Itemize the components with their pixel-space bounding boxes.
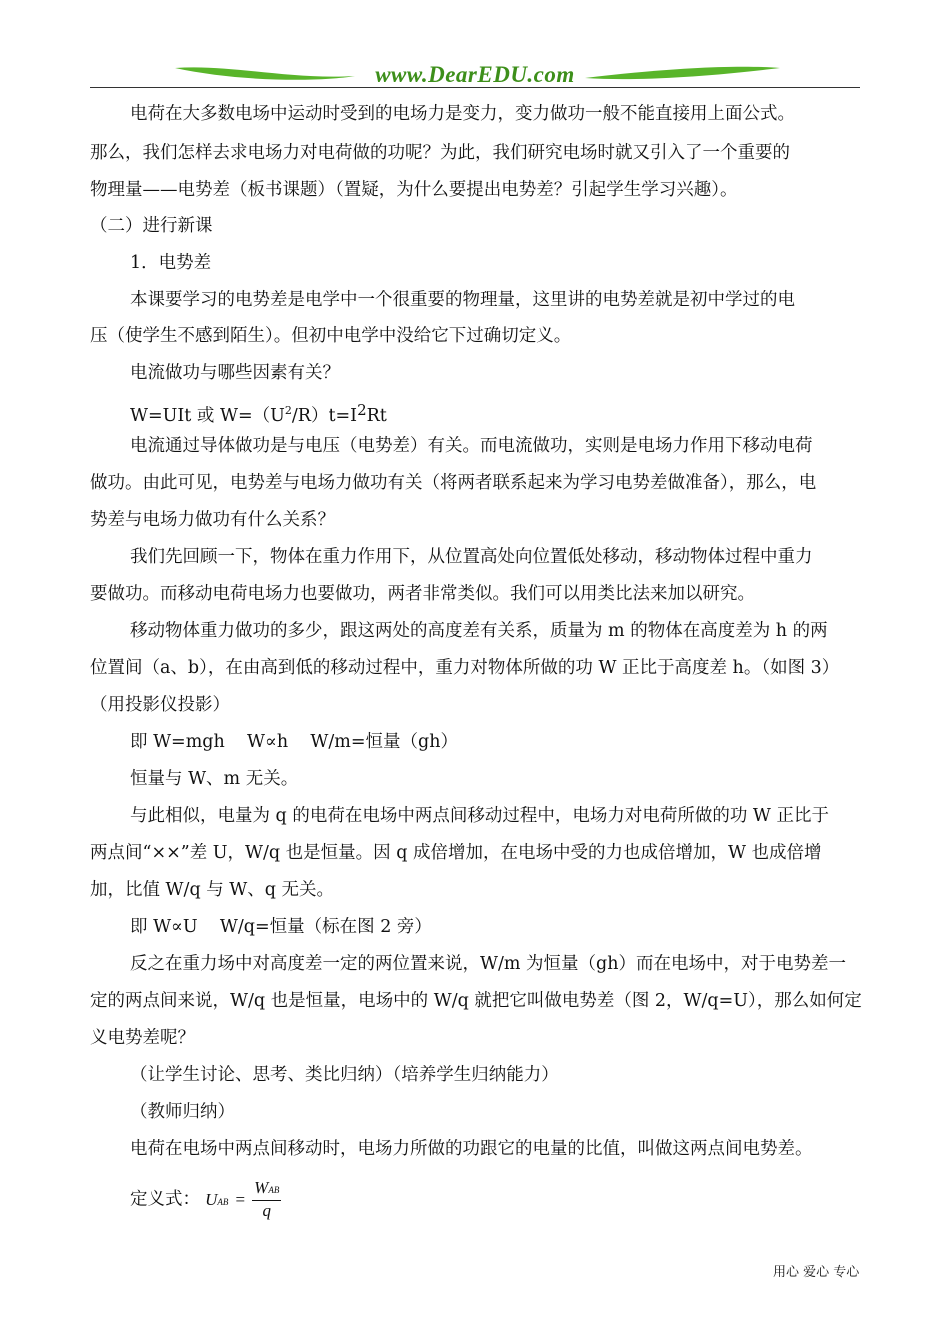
gravity-formula: 即 W=mgh W∝h W/m=恒量（gh） <box>130 732 458 752</box>
paragraph-line: 电流做功与哪些因素有关？ <box>130 363 340 383</box>
header-divider <box>90 87 860 88</box>
paragraph-line: 两点间“××”差 U，W/q 也是恒量。因 q 成倍增加，在电场中受的力也成倍增加，W 也成倍增 <box>90 843 822 863</box>
definition-formula <box>130 1178 281 1221</box>
section-heading: （二）进行新课 <box>90 216 213 236</box>
power-formula <box>130 398 387 428</box>
paragraph-line: （让学生讨论、思考、类比归纳）（培养学生归纳能力） <box>130 1065 559 1085</box>
paragraph-line: 与此相似，电量为 q 的电荷在电场中两点间移动过程中，电场力对电荷所做的功 W 正比于 <box>130 806 829 826</box>
electric-formula: 即 W∝U W/q=恒量（标在图 2 旁） <box>130 917 432 937</box>
paragraph-line: 电流通过导体做功是与电压（电势差）有关。而电流做功，实则是电场力作用下移动电荷 <box>130 436 813 456</box>
formula-part: W=UIt 或 W=（U <box>130 406 285 426</box>
paragraph-line: （用投影仪投影） <box>90 695 230 715</box>
formula-fraction: $\frac{\text{WAB}}{q}$ <box>254 1178 280 1220</box>
paragraph-line: 移动物体重力做功的多少，跟这两处的高度差有关系，质量为 m 的物体在高度差为 h 的两 <box>130 621 828 641</box>
paragraph-line: 定的两点间来说，W/q 也是恒量，电场中的 W/q 就把它叫做电势差（图 2，W/q=U），那么如何定 <box>90 991 862 1011</box>
paragraph-line: 电荷在电场中两点间移动时，电场力所做的功跟它的电量的比值，叫做这两点间电势差。 <box>130 1139 813 1159</box>
paragraph-line: （教师归纳） <box>130 1102 235 1122</box>
paragraph-line: 义电势差呢？ <box>90 1028 195 1048</box>
paragraph-line: 位置间（a、b），在由高到低的移动过程中，重力对物体所做的功 W 正比于高度差 h。（如图 3） <box>90 658 840 678</box>
definition-label: 定义式： <box>130 1189 200 1210</box>
paragraph-line: 本课要学习的电势差是电学中一个很重要的物理量，这里讲的电势差就是初中学过的电 <box>130 290 795 310</box>
paragraph-line: 我们先回顾一下，物体在重力作用下，从位置高处向位置低处移动，移动物体过程中重力 <box>130 547 813 567</box>
paragraph-line: 加，比值 W/q 与 W、q 无关。 <box>90 880 335 900</box>
paragraph-line: 势差与电场力做功有什么关系？ <box>90 510 335 530</box>
paragraph-line: 物理量——电势差（板书课题）（置疑，为什么要提出电势差？引起学生学习兴趣）。 <box>90 180 738 200</box>
site-url: www.DearEDU.com <box>375 62 575 87</box>
formula-lhs: UAB <box>205 1189 229 1209</box>
formula-part: /R）t=I <box>291 406 358 426</box>
paragraph-line: 电荷在大多数电场中运动时受到的电场力是变力，变力做功一般不能直接用上面公式。 <box>130 104 795 124</box>
formula-superscript: 2 <box>284 404 292 418</box>
paragraph-line: 压（使学生不感到陌生）。但初中电学中没给它下过确切定义。 <box>90 326 572 346</box>
paragraph-line: 做功。由此可见，电势差与电场力做功有关（将两者联系起来为学习电势差做准备），那么，电 <box>90 473 817 493</box>
formula-equals: = <box>235 1189 246 1209</box>
page-footer: 用心 爱心 专心 <box>773 1265 860 1280</box>
subsection-heading: 1．电势差 <box>130 253 212 273</box>
site-header-banner <box>90 60 860 90</box>
paragraph-line: 那么，我们怎样去求电场力对电荷做的功呢？为此，我们研究电场时就又引入了一个重要的 <box>90 143 790 163</box>
formula-superscript: 2 <box>357 401 367 419</box>
paragraph-line: 要做功。而移动电荷电场力也要做功，两者非常类似。我们可以用类比法来加以研究。 <box>90 584 755 604</box>
paragraph-line: 反之在重力场中对高度差一定的两位置来说，W/m 为恒量（gh）而在电场中，对于电势差一 <box>130 954 847 974</box>
formula-part: Rt <box>366 406 387 426</box>
paragraph-line: 恒量与 W、m 无关。 <box>130 769 299 789</box>
